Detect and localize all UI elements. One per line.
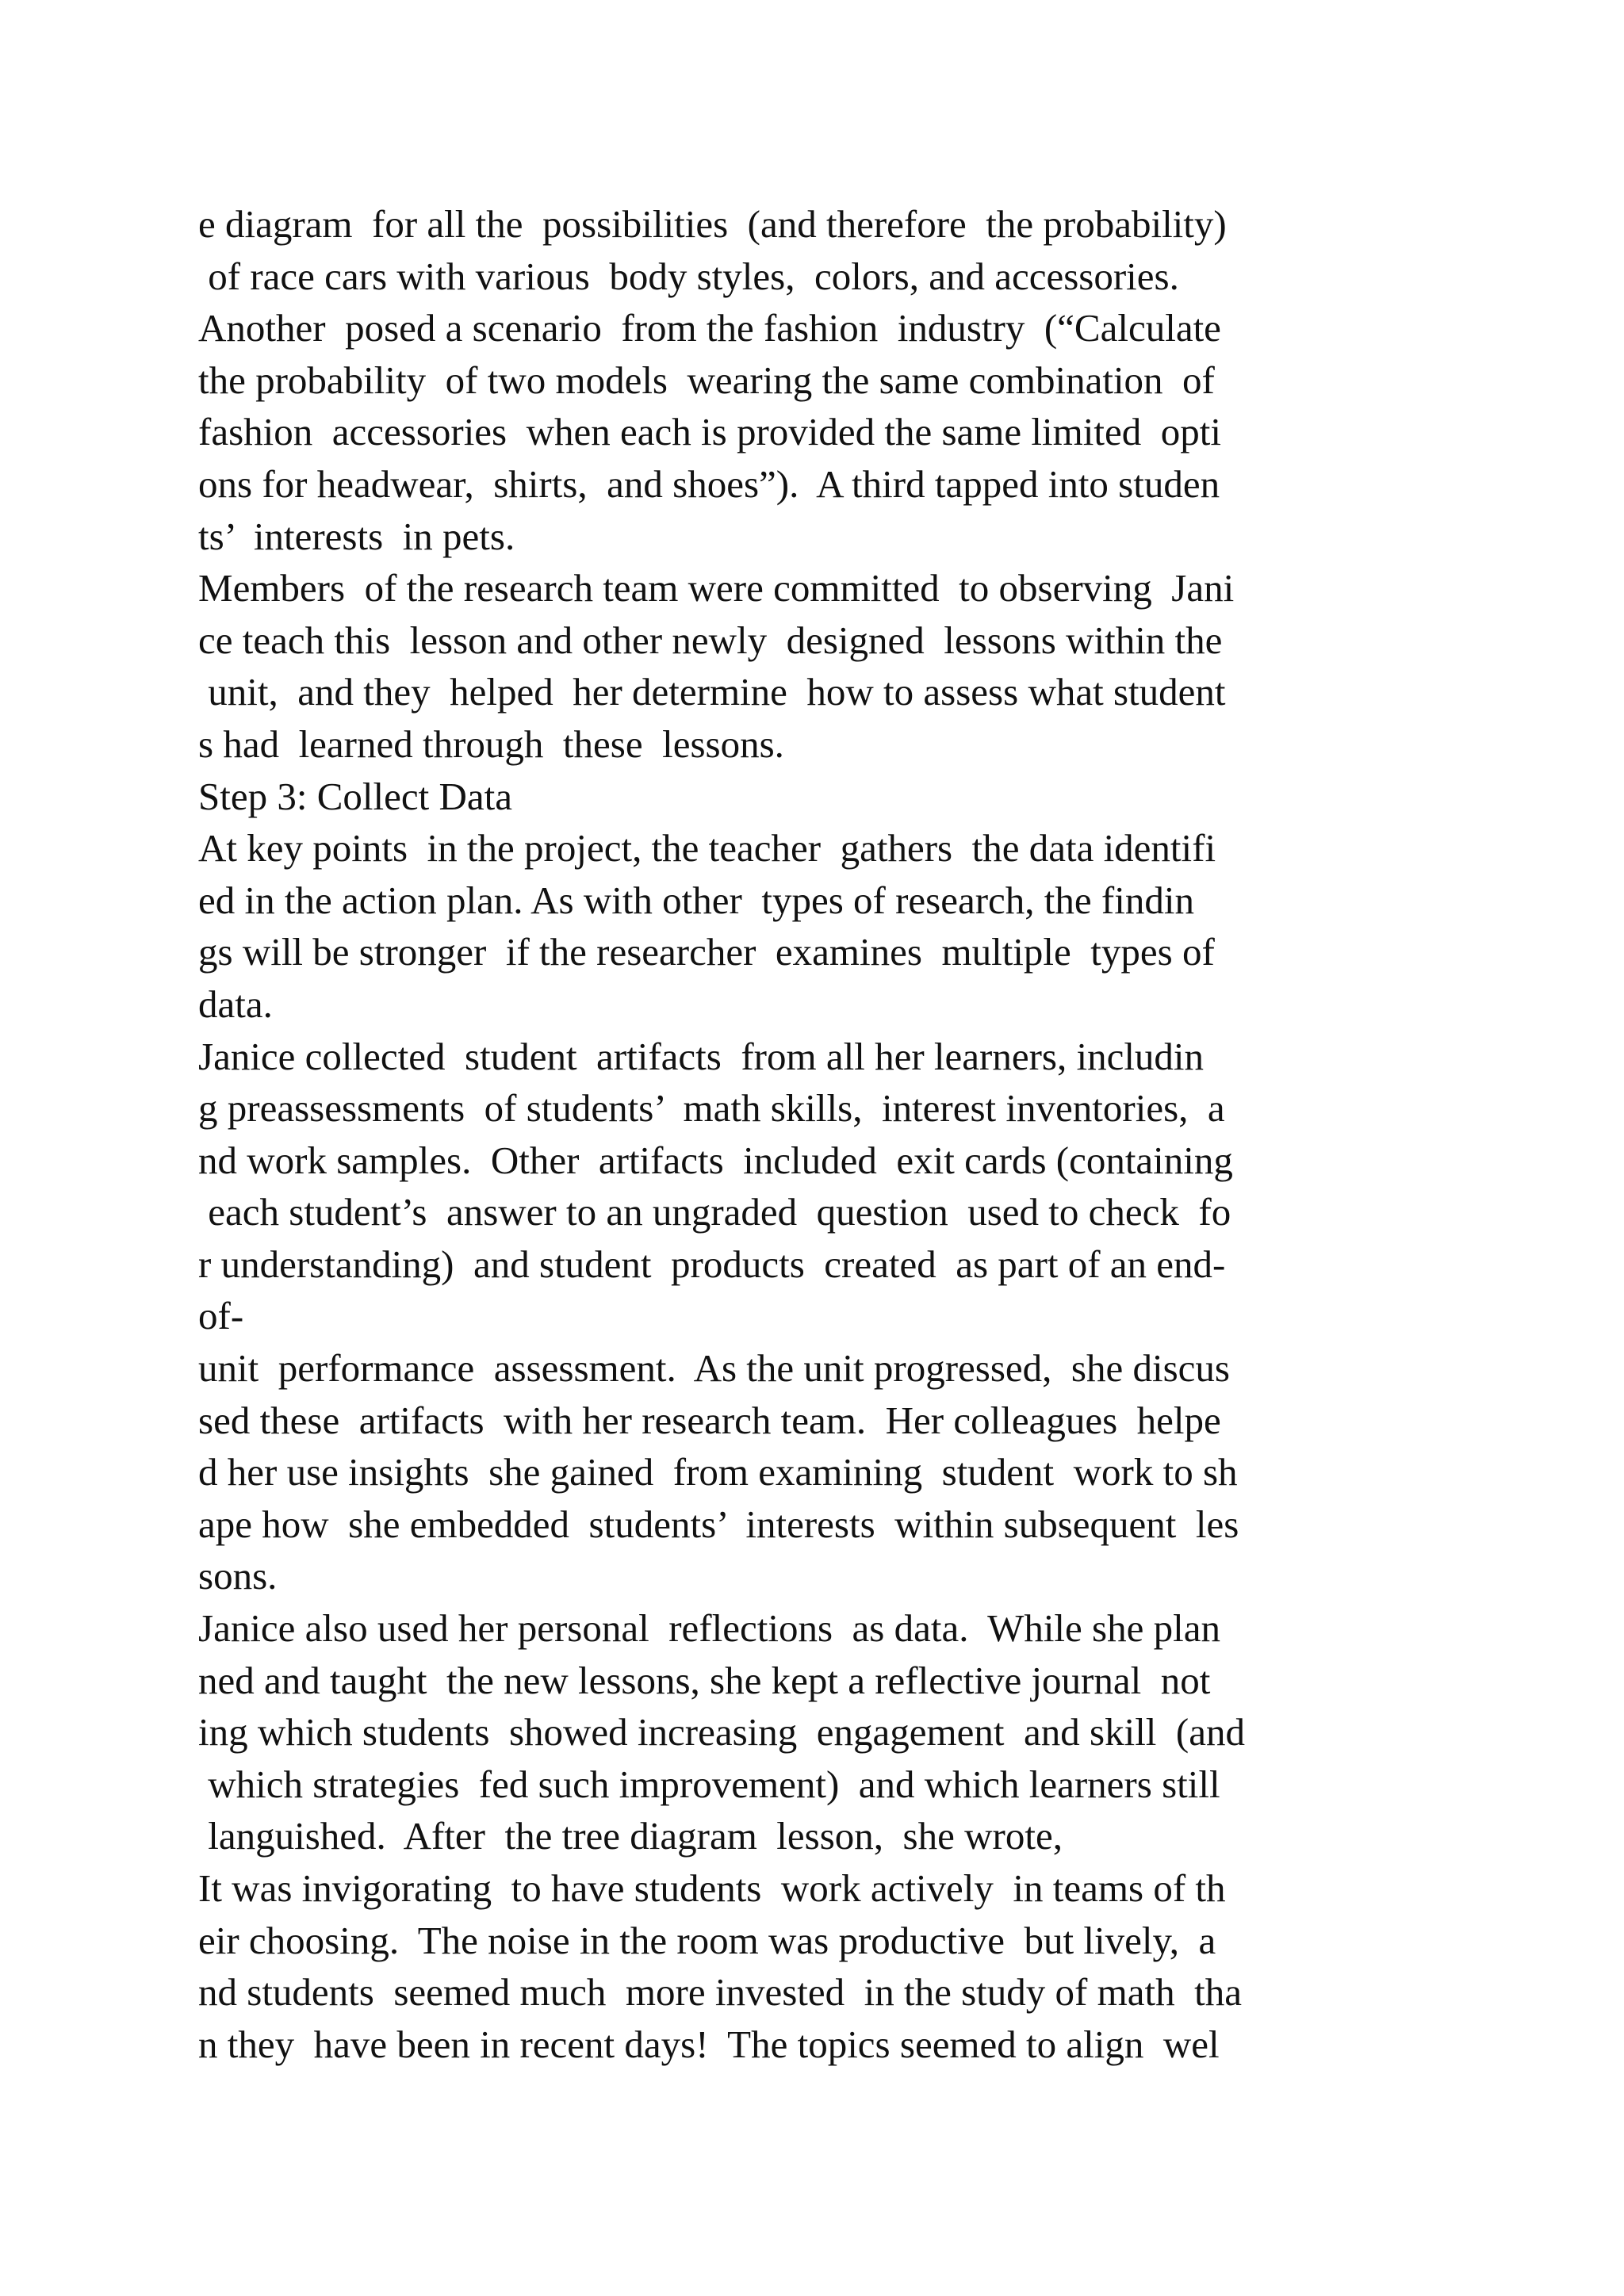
- text-line: nd work samples. Other artifacts included exit cards (containing: [198, 1138, 1233, 1182]
- text-line: Members of the research team were committed to observing Jani: [198, 566, 1235, 610]
- quote-line: nd students seemed much more invested in the study of math tha: [198, 1970, 1242, 2015]
- text-line: g preassessments of students’ math skills, interest inventories, a: [198, 1086, 1225, 1131]
- quote-line: eir choosing. The noise in the room was productive but lively, a: [198, 1918, 1216, 1962]
- text-line: each student’s answer to an ungraded question used to check fo: [198, 1190, 1231, 1234]
- text-line: Janice collected student artifacts from all her learners, includin: [198, 1034, 1205, 1078]
- text-line: ed in the action plan. As with other types of research, the findin: [198, 878, 1194, 922]
- text-line: fashion accessories when each is provided the same limited opti: [198, 410, 1221, 454]
- body-text: [198, 198, 1451, 2070]
- text-line: ons for headwear, shirts, and shoes”). A third tapped into studen: [198, 461, 1220, 506]
- text-line: ts’ interests in pets.: [198, 514, 515, 558]
- quote-line: It was invigorating to have students work actively in teams of th: [198, 1866, 1226, 1910]
- text-line: of-: [198, 1294, 244, 1338]
- text-line: e diagram for all the possibilities (and therefore the probability): [198, 202, 1227, 246]
- text-line: ing which students showed increasing engagement and skill (and: [198, 1710, 1245, 1755]
- text-line: Another posed a scenario from the fashion industry (“Calculate: [198, 306, 1221, 350]
- text-line: d her use insights she gained from examining student work to sh: [198, 1450, 1238, 1494]
- text-line: ned and taught the new lessons, she kept a reflective journal not: [198, 1658, 1211, 1702]
- text-line: sons.: [198, 1554, 278, 1598]
- text-line: r understanding) and student products created as part of an end-: [198, 1242, 1226, 1286]
- text-line: unit performance assessment. As the unit progressed, she discus: [198, 1346, 1230, 1391]
- text-line: ce teach this lesson and other newly designed lessons within the: [198, 618, 1223, 662]
- text-line: which strategies fed such improvement) and which learners still: [198, 1762, 1220, 1806]
- quote-line: n they have been in recent days! The topics seemed to align wel: [198, 2022, 1220, 2066]
- text-line: the probability of two models wearing the same combination of: [198, 358, 1215, 402]
- text-line: of race cars with various body styles, colors, and accessories.: [198, 254, 1179, 298]
- text-line: languished. After the tree diagram lesson, she wrote,: [198, 1814, 1063, 1858]
- text-line: Janice also used her personal reflections as data. While she plan: [198, 1606, 1220, 1651]
- text-line: sed these artifacts with her research team. Her colleagues helpe: [198, 1398, 1221, 1442]
- section-heading: Step 3: Collect Data: [198, 774, 512, 818]
- text-line: data.: [198, 982, 273, 1026]
- text-line: ape how she embedded students’ interests within subsequent les: [198, 1502, 1239, 1546]
- text-line: gs will be stronger if the researcher examines multiple types of: [198, 930, 1215, 974]
- text-line: At key points in the project, the teacher gathers the data identifi: [198, 826, 1216, 871]
- text-line: unit, and they helped her determine how to assess what student: [198, 670, 1226, 714]
- text-line: s had learned through these lessons.: [198, 721, 784, 766]
